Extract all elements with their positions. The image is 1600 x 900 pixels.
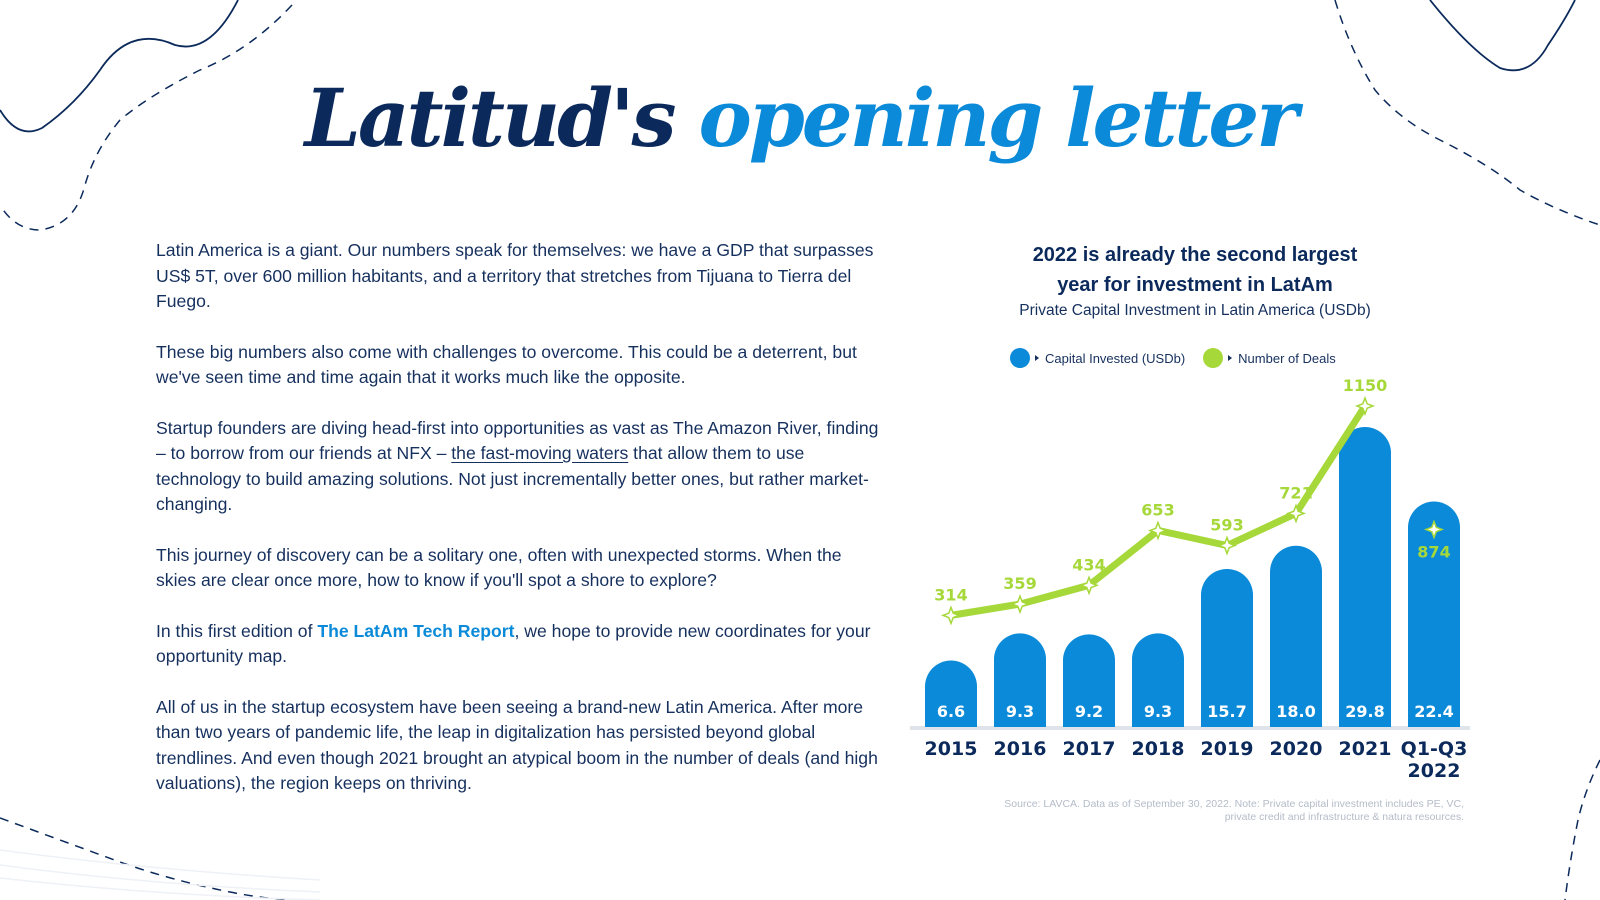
capital-value-label: 9.2 xyxy=(1074,702,1104,721)
legend-arrow-icon xyxy=(1035,355,1039,361)
chart-subtitle: Private Capital Investment in Latin America (USDb) xyxy=(1019,302,1371,319)
letter-paragraph-6: All of us in the startup ecosystem have been seeing a brand-new Latin America. After more than two years of pandemic life, the leap in digitalization has persisted beyond global trendlines. And even though 2021 brought an atypical boom in the number of deals (and high valuations), the region keeps on thriving. xyxy=(156,696,878,793)
letter-paragraph-5-end: , we hope to provide new coordinates for your opportunity map. xyxy=(156,620,871,666)
deals-value-label: 593 xyxy=(1210,515,1244,535)
legend-label-deals: Number of Deals xyxy=(1238,350,1336,366)
deals-point-marker xyxy=(1012,596,1028,612)
legend-label-capital: Capital Invested (USDb) xyxy=(1045,350,1186,366)
investment-chart xyxy=(910,376,1480,790)
x-axis-tick-label: 2018 xyxy=(1131,738,1185,760)
letter-paragraph-3-end: that allow them to use technology to build amazing solutions. Not just incrementally better ones, but rather market-changing. xyxy=(156,443,869,514)
legend-item-capital xyxy=(1010,348,1185,368)
letter-paragraph-5-start: In this first edition of xyxy=(156,620,318,641)
deals-value-label: 653 xyxy=(1141,500,1175,520)
deals-value-label: 721 xyxy=(1279,483,1313,503)
opening-letter-body xyxy=(156,238,886,822)
capital-value-label: 15.7 xyxy=(1207,702,1247,721)
letter-paragraph-2: These big numbers also come with challenges to overcome. This could be a deterrent, but we've seen time and time again that it works much like the opposite. xyxy=(156,341,857,387)
x-axis-tick-label: 2019 xyxy=(1200,738,1254,760)
chart-title-line-2: year for investment in LatAm xyxy=(1057,274,1333,296)
deals-value-label: 359 xyxy=(1003,574,1037,594)
deals-value-label: 874 xyxy=(1417,542,1451,562)
capital-bar xyxy=(1339,427,1391,727)
bottom-right-dashed-wave xyxy=(1565,760,1600,900)
capital-value-label: 29.8 xyxy=(1345,702,1385,721)
capital-value-label: 9.3 xyxy=(1005,702,1035,721)
capital-value-label: 6.6 xyxy=(936,702,966,721)
bottom-left-dashed-wave xyxy=(0,818,290,900)
legend-dot-capital-icon xyxy=(1010,348,1030,368)
chart-legend xyxy=(1010,348,1354,368)
legend-arrow-icon xyxy=(1228,355,1232,361)
capital-value-label: 18.0 xyxy=(1276,702,1316,721)
deals-point-marker xyxy=(943,607,959,623)
letter-paragraph-3-start: Startup founders are diving head-first into opportunities as vast as The Amazon River, finding – to borrow from our friends at NFX – xyxy=(156,417,879,463)
page-title xyxy=(0,71,1600,165)
x-axis-tick-label: Q1-Q3 xyxy=(1400,738,1468,760)
letter-paragraph-5 xyxy=(156,619,886,670)
letter-paragraph-4: This journey of discovery can be a solitary one, often with unexpected storms. When the skies are clear once more, how to know if you'll spot a shore to explore? xyxy=(156,544,842,590)
deals-value-label: 314 xyxy=(934,585,968,605)
capital-value-label: 9.3 xyxy=(1143,702,1173,721)
letter-paragraph-3 xyxy=(156,416,886,518)
x-axis-tick-label: 2021 xyxy=(1338,738,1392,760)
x-axis-tick-label: 2015 xyxy=(924,738,978,760)
letter-paragraph-1: Latin America is a giant. Our numbers speak for themselves: we have a GDP that surpasses US$ 5T, over 600 million habitants, and a territory that stretches from Tijuana to Tierra del Fuego. xyxy=(156,240,874,311)
x-axis-tick-label: 2016 xyxy=(993,738,1047,760)
top-right-wave xyxy=(1430,0,1575,70)
legend-dot-deals-icon xyxy=(1203,348,1223,368)
x-axis-tick-label: 2017 xyxy=(1062,738,1116,760)
latam-tech-report-link[interactable]: The LatAm Tech Report xyxy=(317,620,515,641)
title-part-latitud: Latitud's xyxy=(304,71,674,165)
chart-title xyxy=(930,240,1460,300)
deals-value-label: 434 xyxy=(1072,555,1106,575)
chart-source-note: Source: LAVCA. Data as of September 30, 2022. Note: Private capital investment includes PE, VC, private credit and infrastructure & natura resources. xyxy=(1004,798,1464,823)
chart-title-line-1: 2022 is already the second largest xyxy=(1032,244,1358,266)
fast-moving-waters-link[interactable]: the fast-moving waters xyxy=(451,443,629,463)
x-axis-tick-label: 2022 xyxy=(1407,760,1461,782)
title-part-opening-letter: opening letter xyxy=(698,71,1296,165)
capital-bar xyxy=(1270,546,1322,727)
bottom-left-faint-lines xyxy=(0,850,320,900)
capital-value-label: 22.4 xyxy=(1414,702,1454,721)
x-axis-tick-label: 2020 xyxy=(1269,738,1323,760)
legend-item-deals xyxy=(1203,348,1336,368)
deals-value-label: 1150 xyxy=(1342,376,1388,395)
